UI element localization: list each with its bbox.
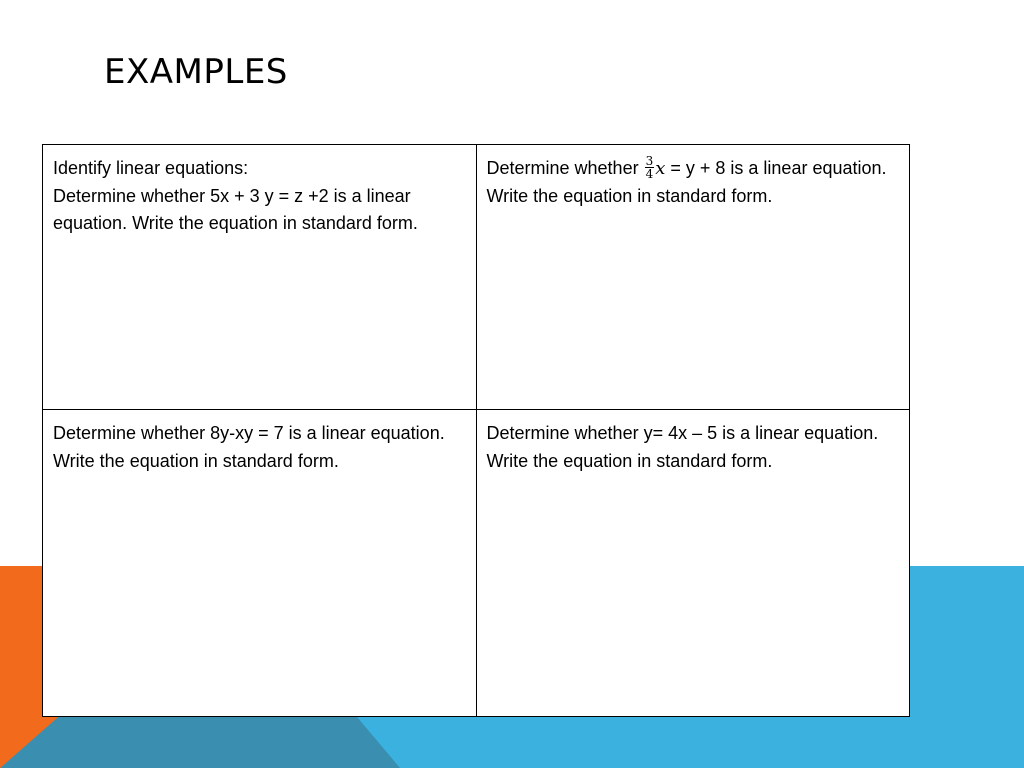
- math-variable: x: [655, 158, 666, 179]
- cell-text: Determine whether y= 4x – 5 is a linear equation. Write the equation in standard form.: [486, 423, 879, 471]
- cell-text-before: Determine whether: [486, 158, 644, 178]
- examples-table: [42, 144, 910, 717]
- fraction-denominator: 4: [645, 166, 654, 181]
- table-row: [43, 410, 910, 717]
- cell-bottom-right: [476, 410, 910, 717]
- cell-top-left: [43, 145, 477, 410]
- table-row: [43, 145, 910, 410]
- fraction: [645, 155, 655, 180]
- cell-text-after: = y + 8 is a linear equation. Write the equation in standard form.: [486, 158, 887, 206]
- cell-top-right: [476, 145, 910, 410]
- cell-text: Determine whether 5x + 3 y = z +2 is a linear equation. Write the equation in standard form.: [53, 185, 418, 233]
- cell-text: Determine whether 8y-xy = 7 is a linear equation. Write the equation in standard form.: [53, 423, 445, 471]
- slide-title: EXAMPLES: [104, 52, 288, 92]
- cell-bottom-left: [43, 410, 477, 717]
- fraction-numerator: 3: [645, 153, 654, 168]
- cell-heading: Identify linear equations:: [53, 158, 249, 178]
